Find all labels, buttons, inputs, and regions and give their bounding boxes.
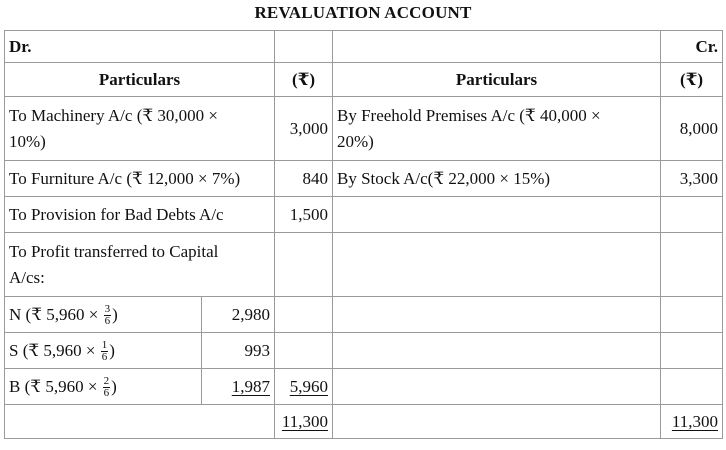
cr-amount-header: (₹) [661, 63, 723, 97]
partner-share-label: S (₹ 5,960 × $\frac{1}{6}$ ) [5, 333, 202, 369]
dr-amount-header: (₹) [275, 63, 333, 97]
debit-total: 11,300 [275, 405, 333, 439]
profit-total: 5,960 [275, 369, 333, 405]
cr-label: Cr. [661, 31, 723, 63]
partner-share-label: N (₹ 5,960 × $\frac{3}{6}$ ) [5, 297, 202, 333]
dr-cr-row [5, 31, 723, 63]
totals-row [5, 405, 723, 439]
partner-share-row [5, 297, 723, 333]
revaluation-account-table [4, 30, 723, 439]
debit-amount: 3,000 [275, 97, 333, 161]
debit-amount: 840 [275, 161, 333, 197]
debit-particular: To Furniture A/c (₹ 12,000 × 7%) [5, 161, 275, 197]
partner-share-row [5, 369, 723, 405]
debit-particular: To Profit transferred to Capital A/cs: [5, 233, 275, 297]
dr-label: Dr. [5, 31, 275, 63]
dr-particulars-header: Particulars [5, 63, 275, 97]
credit-amount: 3,300 [661, 161, 723, 197]
account-row [5, 197, 723, 233]
fraction: $\frac{2}{6}$ [103, 375, 110, 400]
fraction: $\frac{1}{6}$ [101, 339, 108, 364]
account-row [5, 233, 723, 297]
cr-particulars-header: Particulars [333, 63, 661, 97]
fraction: $\frac{3}{6}$ [104, 303, 111, 328]
header-row [5, 63, 723, 97]
credit-particular: By Freehold Premises A/c (₹ 40,000 × 20%) [333, 97, 661, 161]
partner-share-row [5, 333, 723, 369]
partner-share-amount: 1,987 [202, 369, 275, 405]
debit-particular: To Provision for Bad Debts A/c [5, 197, 275, 233]
credit-particular: By Stock A/c(₹ 22,000 × 15%) [333, 161, 661, 197]
partner-share-amount: 2,980 [202, 297, 275, 333]
account-title: REVALUATION ACCOUNT [254, 3, 472, 22]
debit-amount: 1,500 [275, 197, 333, 233]
partner-share-amount: 993 [202, 333, 275, 369]
account-row [5, 97, 723, 161]
credit-amount: 8,000 [661, 97, 723, 161]
partner-share-label: B (₹ 5,960 × $\frac{2}{6}$ ) [5, 369, 202, 405]
account-row [5, 161, 723, 197]
debit-particular: To Machinery A/c (₹ 30,000 × 10%) [5, 97, 275, 161]
credit-total: 11,300 [661, 405, 723, 439]
